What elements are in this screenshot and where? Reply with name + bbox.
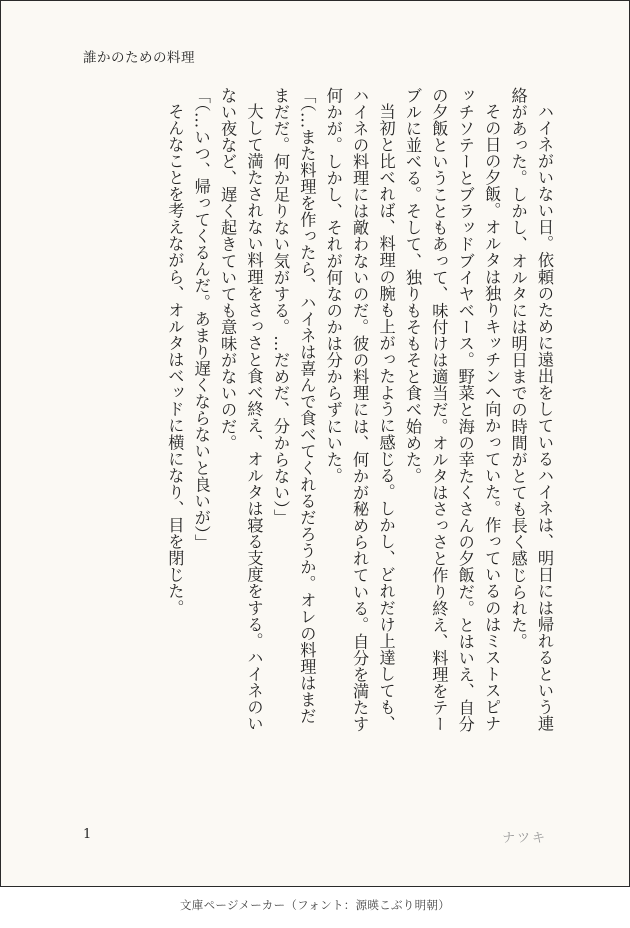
page-number: 1 xyxy=(83,827,92,842)
generator-credit: 文庫ページメーカー（フォント：源暎こぶり明朝） xyxy=(179,898,451,912)
paragraph-3: 当初と比べれば、料理の腕も上がったように感じる。しかし、どれだけ上達しても、ハイネの料理には敵わないのだ。彼の料理には、何かが秘められている。自分を満たす何かが。しかし、それが何なのかは分からずにいた。 xyxy=(323,87,396,733)
paragraph-1: ハイネがいない日。依頼のために遠出をしているハイネは、明日には帰れるという連絡があった。しかし、オルタには明日までの時間がとても長く感じられた。 xyxy=(508,87,554,733)
vertical-body-text xyxy=(79,87,557,737)
author-name: ナツキ xyxy=(502,831,547,846)
paragraph-4-dialogue: 「（…また料理を作ったら、ハイネは喜んで食べてくれるだろうか。オレの料理はまだまだだ。何か足りない気がする。…だめだ、分からない）」 xyxy=(270,87,317,725)
paragraph-2: その日の夕飯。オルタは独りキッチンへ向かっていた。作っているのはミストスピナッチソテーとブラッドブイヤベース。野菜と海の幸たくさんの夕飯だ。とはいえ、自分の夕飯ということもあって、味付けは適当だ。オルタはさっさと作り終え、料理をテーブルに並べる。そして、独りもそもそと食べ始めた。 xyxy=(402,87,502,733)
paragraph-5: 大して満たされない料理をさっさと食べ終え、オルタは寝る支度をする。ハイネのいない夜など、遅く起きていても意味がないのだ。 xyxy=(218,87,264,733)
paragraph-7: そんなことを考えながら、オルタはベッドに横になり、目を閉じた。 xyxy=(165,103,185,617)
paragraph-6-dialogue: 「（…いつ、帰ってくるんだ。あまり遅くならないと良いが）」 xyxy=(191,87,211,551)
page-title: 誰かのための料理 xyxy=(83,50,195,66)
